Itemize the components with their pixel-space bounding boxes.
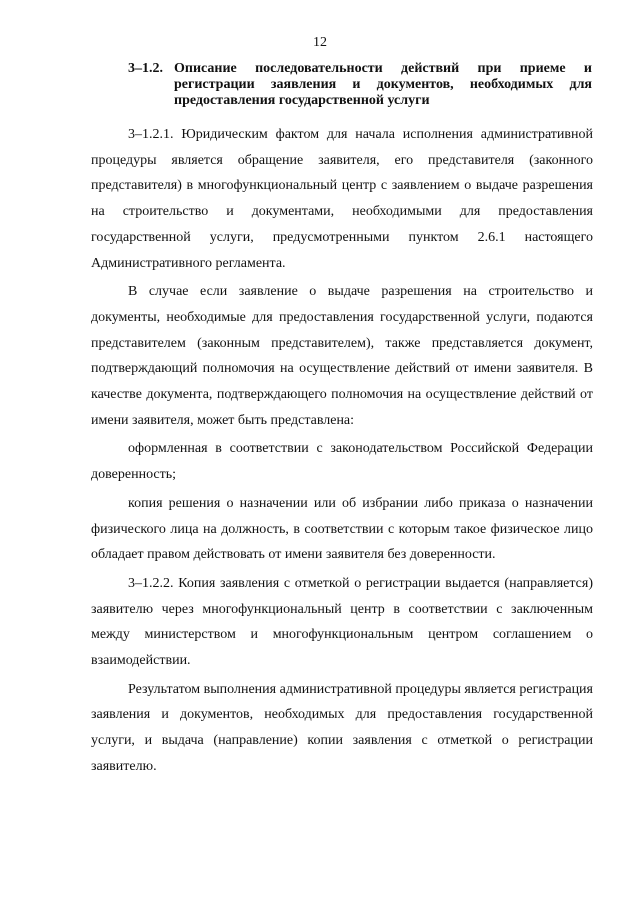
paragraph-appointment-decision: копия решения о назначении или об избрании либо приказа о назначении физического лица на должность, в соответствии с которым такое физическое лицо обладает правом действовать от имени заявителя без доверенности. [91,495,593,563]
paragraph-3-1-2-2: 3–1.2.2. Копия заявления с отметкой о регистрации выдается (направляется) заявителю через многофункциональный центр в соответствии с заключенным между министерством и многофункциональным центром соглашением о взаимодействии. [91,575,593,669]
section-heading-number: 3–1.2. [128,61,163,76]
section-heading-text: Описание последовательности действий при приеме и регистрации заявления и документов, необходимых для предоставления государственной услуги [174,61,592,108]
page-number: 12 [313,35,327,50]
body-text [91,122,593,783]
paragraph-3-1-2-1: 3–1.2.1. Юридическим фактом для начала исполнения административной процедуры является обращение заявителя, его представителя (законного представителя) в многофункциональный центр с заявлением о выдаче разрешения на строительство и документами, необходимыми для предоставления государственной услуги, предусмотренными пунктом 2.6.1 настоящего Административного регламента. [91,127,593,271]
paragraph-representative-case: В случае если заявление о выдаче разрешения на строительство и документы, необходимые для предоставления государственной услуги, подаются представителем (законным представителем), также представляется документ, подтверждающий полномочия на осуществление действий от имени заявителя. В качестве документа, подтверждающего полномочия на осуществление действий от имени заявителя, может быть представлена: [91,284,593,428]
paragraph-power-of-attorney: оформленная в соответствии с законодательством Российской Федерации доверенность; [91,441,593,483]
paragraph-result: Результатом выполнения административной процедуры является регистрация заявления и документов, необходимых для предоставления государственной услуги, и выдача (направление) копии заявления с отметкой о регистрации заявителю. [91,681,593,774]
section-heading [128,61,592,109]
